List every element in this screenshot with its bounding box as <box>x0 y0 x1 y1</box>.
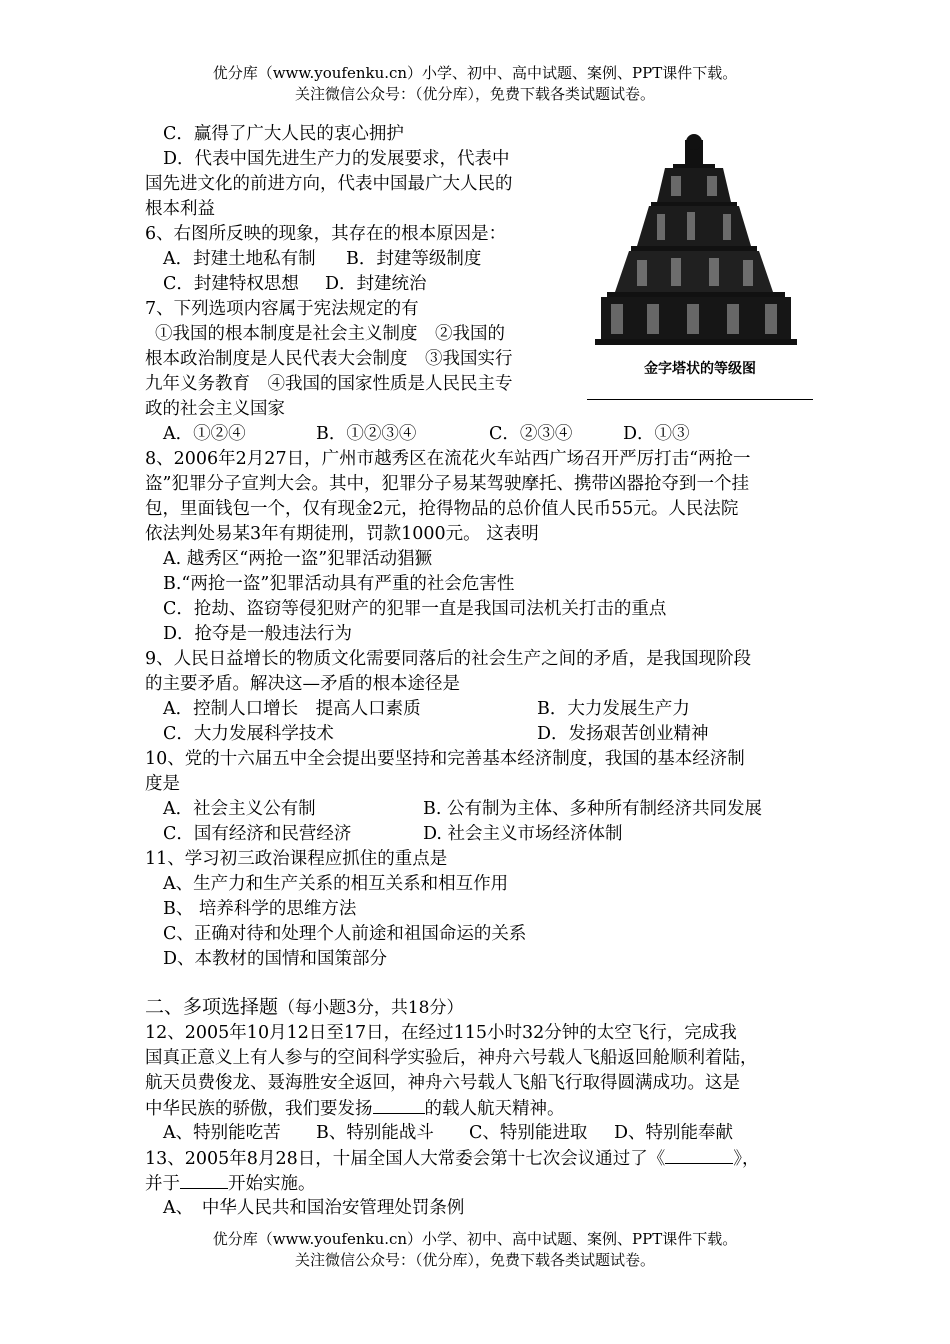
q13-line2-part2: 开始实施。 <box>228 1174 316 1194</box>
q8-option-b: B.“两抢一盗”犯罪活动具有严重的社会危害性 <box>163 574 515 594</box>
q13-line1-part2: 》， <box>733 1149 760 1169</box>
q10-option-a: A．社会主义公有制 <box>163 799 316 819</box>
q13-line1 <box>145 1146 759 1172</box>
q12-option-d: D、特别能奉献 <box>614 1123 734 1143</box>
q8-option-d: D．抢夺是一般违法行为 <box>163 624 353 644</box>
figure-caption: 金字塔状的等级图 <box>644 361 756 377</box>
q12-option-a: A、特别能吃苦 <box>163 1123 281 1143</box>
q9-option-b: B．大力发展生产力 <box>537 699 690 719</box>
q12-line4-part2: 的载人航天精神。 <box>424 1099 565 1119</box>
q6-option-b: B．封建等级制度 <box>346 249 482 269</box>
q11-option-d: D、本教材的国情和国策部分 <box>163 949 388 969</box>
q7-line3: 九年义务教育 ④我国的国家性质是人民民主专 <box>145 374 513 394</box>
q10-option-b: B. 公有制为主体、多种所有制经济共同发展 <box>423 799 762 819</box>
q8-option-c: C．抢劫、盗窃等侵犯财产的犯罪一直是我国司法机关打击的重点 <box>163 599 667 619</box>
q10-option-c: C．国有经济和民营经济 <box>163 824 352 844</box>
q11-option-a: A、生产力和生产关系的相互关系和相互作用 <box>163 874 509 894</box>
pyramid-hierarchy-image <box>587 132 813 352</box>
q13-date-blank <box>180 1171 228 1189</box>
q9-option-a: A．控制人口增长 提高人口素质 <box>163 699 421 719</box>
header-line-1: 优分库（www.youfenku.cn）小学、初中、高中试题、案例、PPT课件下载。 <box>212 64 738 82</box>
q5-option-d-line1: D．代表中国先进生产力的发展要求，代表中 <box>163 149 510 169</box>
q12-option-c: C、特别能进取 <box>469 1123 588 1143</box>
q5-option-d-line3: 根本利益 <box>145 199 215 219</box>
footer-line-2: 关注微信公众号：（优分库），免费下载各类试题试卷。 <box>294 1251 655 1269</box>
q6-option-a: A．封建土地私有制 <box>163 249 316 269</box>
q12-line4-part1: 中华民族的骄傲，我们要发扬 <box>145 1099 373 1119</box>
q13-line2 <box>145 1171 316 1197</box>
q7-stem: 7、下列选项内容属于宪法规定的有 <box>145 299 419 319</box>
q9-line2: 的主要矛盾。解决这—矛盾的根本途径是 <box>145 674 460 694</box>
q12-line2: 国真正意义上有人参与的空间科学实验后，神舟六号载人飞船返回舱顺利着陆， <box>145 1048 758 1068</box>
q7-option-b: B．①②③④ <box>316 424 417 444</box>
pyramid-figure <box>587 132 813 400</box>
q6-stem: 6、右图所反映的现象，其存在的根本原因是： <box>145 224 507 244</box>
q8-line3: 包，里面钱包一个，仅有现金2元，抢得物品的总价值人民币55元。人民法院 <box>145 499 739 519</box>
q8-line1: 8、2006年2月27日，广州市越秀区在流花火车站西广场召开严厉打击“两抢一 <box>145 449 751 469</box>
q8-option-a: A. 越秀区“两抢一盗”犯罪活动猖獗 <box>163 549 433 569</box>
q9-line1: 9、人民日益增长的物质文化需要同落后的社会生产之间的矛盾，是我国现阶段 <box>145 649 752 669</box>
q11-option-c: C、正确对待和处理个人前途和祖国命运的关系 <box>163 924 527 944</box>
q6-option-c: C．封建特权思想 <box>163 274 299 294</box>
q7-option-d: D．①③ <box>623 424 690 444</box>
q5-option-c: C．赢得了广大人民的衷心拥护 <box>163 124 404 144</box>
q7-option-a: A．①②④ <box>163 424 246 444</box>
q7-line4: 政的社会主义国家 <box>145 399 285 419</box>
section-2-points: （每小题3分，共18分） <box>278 998 464 1018</box>
q8-line2: 盗”犯罪分子宣判大会。其中，犯罪分子易某驾驶摩托、携带凶器抢夺到一个挂 <box>145 474 749 494</box>
q12-line3: 航天员费俊龙、聂海胜安全返回，神舟六号载人飞船飞行取得圆满成功。这是 <box>145 1073 740 1093</box>
q9-option-c: C．大力发展科学技术 <box>163 724 334 744</box>
section-2-title: 二、多项选择题 <box>145 996 279 1018</box>
q12-line4 <box>145 1096 565 1122</box>
section-2-heading <box>145 995 463 1021</box>
q12-answer-blank <box>373 1096 425 1114</box>
q13-law-blank <box>665 1146 733 1164</box>
q13-line2-part1: 并于 <box>145 1174 180 1194</box>
q5-option-d-line2: 国先进文化的前进方向，代表中国最广大人民的 <box>145 174 513 194</box>
footer-line-1: 优分库（www.youfenku.cn）小学、初中、高中试题、案例、PPT课件下载。 <box>212 1230 738 1248</box>
figure-bottom-rule <box>587 399 813 400</box>
q13-line1-part1: 13、2005年8月28日，十届全国人大常委会第十七次会议通过了《 <box>145 1149 666 1169</box>
q9-option-d: D．发扬艰苦创业精神 <box>537 724 709 744</box>
q7-option-c: C．②③④ <box>489 424 573 444</box>
q11-stem: 11、学习初三政治课程应抓住的重点是 <box>145 849 448 869</box>
q12-option-b: B、特别能战斗 <box>316 1123 434 1143</box>
q7-line2: 根本政治制度是人民代表大会制度 ③我国实行 <box>145 349 513 369</box>
q13-option-a: A、 中华人民共和国治安管理处罚条例 <box>163 1198 465 1218</box>
q12-line1: 12、2005年10月12日至17日，在经过115小时32分钟的太空飞行，完成我 <box>145 1023 737 1043</box>
q11-option-b: B、 培养科学的思维方法 <box>163 899 357 919</box>
q8-line4: 依法判处易某3年有期徒刑，罚款1000元。 这表明 <box>145 524 539 544</box>
header-line-2: 关注微信公众号：（优分库），免费下载各类试题试卷。 <box>294 85 655 103</box>
q10-option-d: D. 社会主义市场经济体制 <box>423 824 623 844</box>
q7-line1: ①我国的根本制度是社会主义制度 ②我国的 <box>155 324 505 344</box>
q10-line2: 度是 <box>145 774 180 794</box>
q10-line1: 10、党的十六届五中全会提出要坚持和完善基本经济制度，我国的基本经济制 <box>145 749 745 769</box>
q6-option-d: D．封建统治 <box>325 274 427 294</box>
